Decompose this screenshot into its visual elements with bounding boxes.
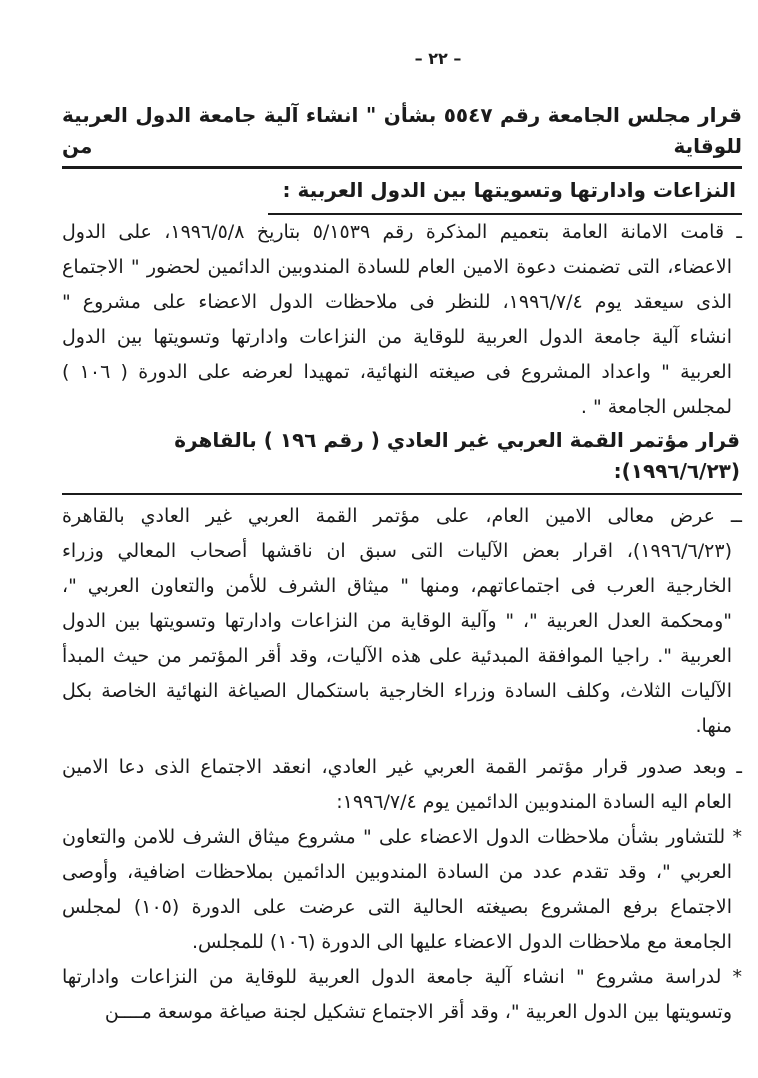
bullet-study-mechanism-draft [62, 960, 742, 1030]
text-line: "ومحكمة العدل العربية "، " وآلية الوقاية من النزاعات وادارتها وتسويتها بين الدول [62, 610, 732, 632]
text-line: ـ قامت الامانة العامة بتعميم المذكرة رقم ٥/١٥٣٩ بتاريخ ١٩٩٦/٥/٨، على الدول [62, 221, 742, 243]
underlined-text: النزاعات وادارتها وتسويتها بين الدول العربية : [268, 175, 742, 215]
paragraph-meeting-convened [62, 750, 742, 820]
heading-council-decision [62, 100, 742, 215]
heading-line: قرار مجلس الجامعة رقم ٥٥٤٧ بشأن " انشاء آلية جامعة الدول العربية للوقاية من [62, 100, 742, 169]
text-line: لمجلس الجامعة " . [580, 396, 732, 418]
text-line: وتسويتها بين الدول العربية "، وقد أقر الاجتماع تشكيل لجنة صياغة موسعة مــــن [104, 1001, 732, 1023]
text-line: ـ وبعد صدور قرار مؤتمر القمة العربي غير العادي، انعقد الاجتماع الذى دعا الامين [62, 756, 742, 778]
text-line: الجامعة مع ملاحظات الدول الاعضاء عليها الى الدورة (١٠٦) للمجلس. [192, 931, 732, 953]
text-line: منها. [695, 715, 732, 737]
text-line: العربية ". راجيا الموافقة المبدئية على هذه الآليات، وقد أقر المؤتمر من حيث المبدأ [62, 645, 732, 667]
underlined-text: قرار مؤتمر القمة العربي غير العادي ( رقم ١٩٦ ) بالقاهرة (١٩٩٦/٦/٢٣): [62, 425, 742, 495]
text-line: الذى سيعقد يوم ١٩٩٦/٧/٤، للنظر فى ملاحظات الدول الاعضاء على مشروع " [62, 291, 732, 313]
bullet-consultation-observations [62, 820, 742, 960]
text-line: الخارجية العرب فى اجتماعاتهم، ومنها " ميثاق الشرف للأمن والتعاون العربي "، [62, 575, 732, 597]
text-line: * للتشاور بشأن ملاحظات الدول الاعضاء على " مشروع ميثاق الشرف للامن والتعاون [62, 826, 742, 848]
paragraph-secretariat-memo [62, 215, 742, 425]
text-line: ــ عرض معالى الامين العام، على مؤتمر القمة العربي غير العادي بالقاهرة [62, 505, 742, 527]
text-line: العربية " واعداد المشروع فى صيغته النهائية، تمهيدا لعرضه على الدورة ( ١٠٦ ) [62, 361, 733, 383]
page-number: – ٢٢ – [414, 49, 462, 68]
text-line: انشاء آلية جامعة الدول العربية للوقاية من النزاعات وادارتها وتسويتها بين الدول [62, 326, 732, 348]
heading-line [62, 175, 742, 215]
heading-summit-decision [62, 425, 742, 495]
text-line: الاجتماع برفع المشروع بصيغته الحالية التى عرضت على الدورة (١٠٥) لمجلس [62, 896, 732, 918]
text-line: العام اليه السادة المندوبين الدائمين يوم ١٩٩٦/٧/٤: [336, 791, 732, 813]
text-line: الآليات الثلاث، وكلف السادة وزراء الخارجية باستكمال الصياغة النهائية الخاصة بكل [62, 680, 732, 702]
text-line: (١٩٩٦/٦/٢٣)، اقرار بعض الآليات التى سبق ان ناقشها أصحاب المعالي وزراء [62, 540, 732, 562]
paragraph-summit-presentation [62, 499, 742, 744]
text-line: * لدراسة مشروع " انشاء آلية جامعة الدول العربية للوقاية من النزاعات وادارتها [62, 966, 742, 988]
text-line: الاعضاء، التى تضمنت دعوة الامين العام للسادة المندوبين الدائمين لحضور " الاجتماع [62, 256, 732, 278]
page-content [62, 0, 742, 1030]
text-line: العربي "، وقد تقدم عدد من السادة المندوبين الدائمين بملاحظات اضافية، وأوصى [62, 861, 732, 883]
